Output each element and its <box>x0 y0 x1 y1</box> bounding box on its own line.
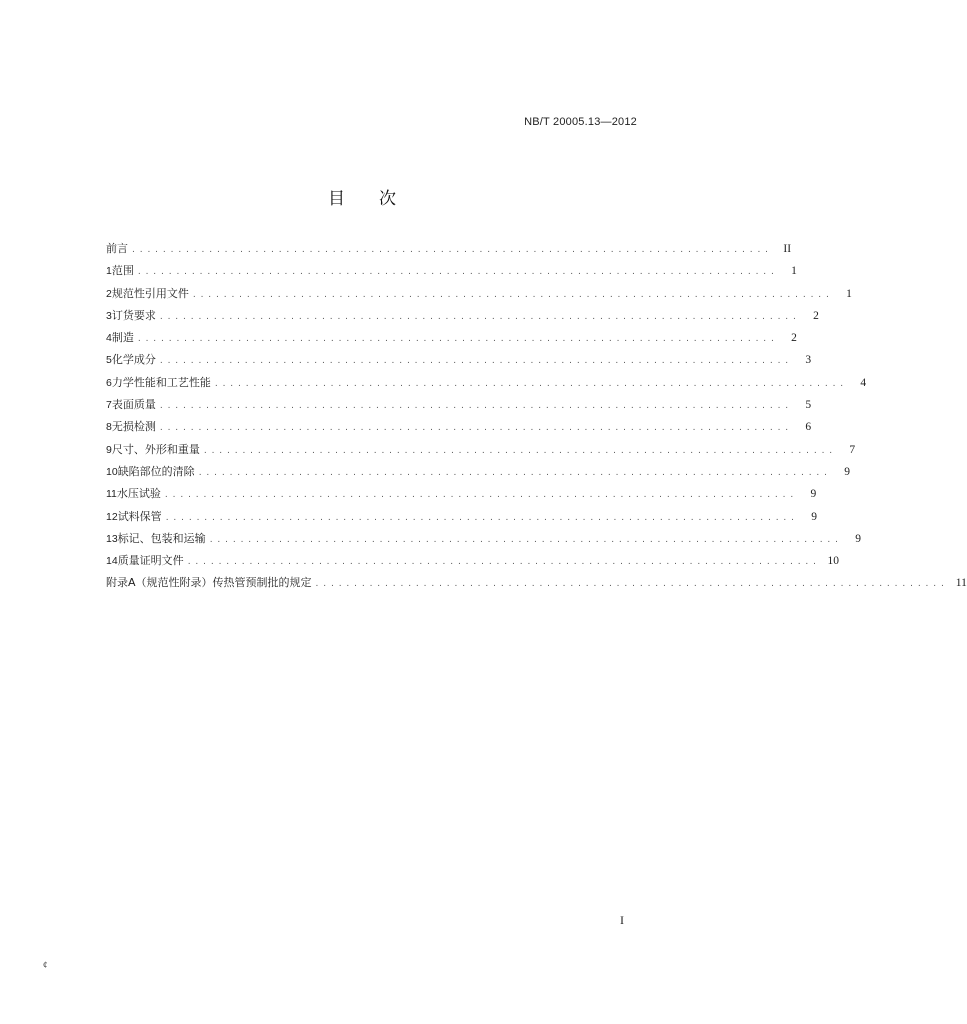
toc-item-page: 2 <box>791 332 797 345</box>
toc-item[interactable] <box>106 461 851 483</box>
toc-leader-dots: . . . . . . . . . . . . . . . . . . . . . . . . . . . . . . . . . . . . . . . . . . . . . . . . . . . . . . . . . . . . . . . . . . . . . . . . . . . . . . . . . . <box>165 512 796 523</box>
toc-item-number: 4 <box>106 332 112 345</box>
toc-item[interactable] <box>106 572 967 594</box>
toc-item-label: 质量证明文件 <box>117 554 184 568</box>
standard-code: NB/T 20005.13—2012 <box>524 116 637 128</box>
toc-item[interactable] <box>106 283 852 305</box>
toc-leader-dots: . . . . . . . . . . . . . . . . . . . . . . . . . . . . . . . . . . . . . . . . . . . . . . . . . . . . . . . . . . . . . . . . . . . . . . . . . . . . . . . . . . . <box>132 245 770 255</box>
toc-leader-dots: . . . . . . . . . . . . . . . . . . . . . . . . . . . . . . . . . . . . . . . . . . . . . . . . . . . . . . . . . . . . . . . . . . . . . . . . . . . . . . . . . . <box>159 401 790 412</box>
toc-item-number: 8 <box>106 421 112 434</box>
toc-item-number: 7 <box>106 399 112 412</box>
toc-item[interactable] <box>106 506 818 528</box>
toc-item-page: 1 <box>846 287 852 300</box>
toc-item-label: 化学成分 <box>111 353 156 367</box>
toc-leader-dots: . . . . . . . . . . . . . . . . . . . . . . . . . . . . . . . . . . . . . . . . . . . . . . . . . . . . . . . . . . . . . . . . . . . . . . . . . . . . . . . . . . <box>187 557 818 568</box>
corner-mark: ¢ <box>43 960 48 970</box>
toc-item-label: 前言 <box>106 242 128 255</box>
toc-leader-dots: . . . . . . . . . . . . . . . . . . . . . . . . . . . . . . . . . . . . . . . . . . . . . . . . . . . . . . . . . . . . . . . . . . . . . . . . . . . . . . . . . . <box>159 423 790 434</box>
toc-item-label: 水压试验 <box>116 487 161 501</box>
toc-leader-dots: . . . . . . . . . . . . . . . . . . . . . . . . . . . . . . . . . . . . . . . . . . . . . . . . . . . . . . . . . . . . . . . . . . . . . . . . . . . . . . . . . . <box>198 467 829 478</box>
toc-item-number: 6 <box>106 376 112 389</box>
toc-leader-dots: . . . . . . . . . . . . . . . . . . . . . . . . . . . . . . . . . . . . . . . . . . . . . . . . . . . . . . . . . . . . . . . . . . . . . . . . . . . . . . . . . . . <box>137 334 775 345</box>
toc-item[interactable] <box>106 238 792 260</box>
toc-item-page: 7 <box>849 443 856 456</box>
toc-item-label: 范围 <box>111 264 134 278</box>
toc-item-label: 制造 <box>111 331 134 345</box>
toc-item[interactable] <box>106 305 819 327</box>
toc-item-number: 2 <box>106 287 112 300</box>
toc-leader-dots: . . . . . . . . . . . . . . . . . . . . . . . . . . . . . . . . . . . . . . . . . . . . . . . . . . . . . . . . . . . . . . . . . . . . . . . . . . . . . . . . . . . <box>159 311 797 322</box>
toc-leader-dots: . . . . . . . . . . . . . . . . . . . . . . . . . . . . . . . . . . . . . . . . . . . . . . . . . . . . . . . . . . . . . . . . . . . . . . . . . . . . . . . . . . . <box>137 267 775 278</box>
toc-item-page: 11 <box>955 577 967 590</box>
toc-item-label: 订货要求 <box>111 308 156 322</box>
toc-item[interactable] <box>106 416 812 438</box>
toc-item-number: 12 <box>106 510 118 523</box>
toc-item-number: 10 <box>106 465 118 478</box>
toc-title: 目次 <box>328 189 430 209</box>
page-number: I <box>620 913 624 927</box>
toc-item-label: 规范性引用文件 <box>111 286 189 300</box>
toc-item-number: 3 <box>106 309 112 322</box>
toc-item[interactable] <box>106 372 867 394</box>
toc-item-number: 9 <box>106 443 112 456</box>
toc-item-page: 9 <box>811 510 818 523</box>
toc-leader-dots: . . . . . . . . . . . . . . . . . . . . . . . . . . . . . . . . . . . . . . . . . . . . . . . . . . . . . . . . . . . . . . . . . . . . . . . . . . . . . . . . . . . <box>192 289 830 300</box>
toc-item-number: 14 <box>106 555 118 568</box>
toc-item[interactable] <box>106 327 797 349</box>
toc-item-label: 表面质量 <box>111 398 156 412</box>
toc-item[interactable] <box>106 483 817 505</box>
toc-item-page: II <box>783 243 792 255</box>
toc-leader-dots: . . . . . . . . . . . . . . . . . . . . . . . . . . . . . . . . . . . . . . . . . . . . . . . . . . . . . . . . . . . . . . . . . . . . . . . . . . . . . . . . . . <box>203 445 834 456</box>
toc-item[interactable] <box>106 439 856 461</box>
toc-item-number: 1 <box>106 265 112 278</box>
toc-item-label: 附录A（规范性附录）传热管预制批的规定 <box>106 576 312 590</box>
table-of-contents <box>106 238 967 595</box>
toc-item-page: 9 <box>855 532 862 545</box>
toc-leader-dots: . . . . . . . . . . . . . . . . . . . . . . . . . . . . . . . . . . . . . . . . . . . . . . . . . . . . . . . . . . . . . . . . . . . . . . . . . . . . . . . . . . <box>209 534 840 545</box>
toc-item-number: 11 <box>106 488 117 501</box>
toc-leader-dots: . . . . . . . . . . . . . . . . . . . . . . . . . . . . . . . . . . . . . . . . . . . . . . . . . . . . . . . . . . . . . . . . . . . . . . . . . . . . . . . . . . <box>159 356 790 367</box>
toc-item-page: 1 <box>791 265 797 278</box>
toc-item-page: 3 <box>805 354 812 367</box>
toc-item-label: 标记、包装和运输 <box>117 531 206 545</box>
toc-item[interactable] <box>106 394 812 416</box>
toc-item-label: 试料保管 <box>117 509 162 523</box>
toc-item-page: 10 <box>827 555 840 568</box>
toc-item-page: 5 <box>805 399 812 412</box>
toc-item-number: 13 <box>106 532 118 545</box>
toc-item-page: 9 <box>810 488 817 501</box>
toc-leader-dots: . . . . . . . . . . . . . . . . . . . . . . . . . . . . . . . . . . . . . . . . . . . . . . . . . . . . . . . . . . . . . . . . . . . . . . . . . . . . . . . . . . <box>164 490 795 501</box>
toc-item-page: 9 <box>844 465 851 478</box>
toc-item[interactable] <box>106 550 840 572</box>
toc-item-page: 4 <box>860 376 867 389</box>
toc-item[interactable] <box>106 260 797 282</box>
toc-leader-dots: . . . . . . . . . . . . . . . . . . . . . . . . . . . . . . . . . . . . . . . . . . . . . . . . . . . . . . . . . . . . . . . . . . . . . . . . . . . . . . . . . . <box>315 579 945 590</box>
toc-item[interactable] <box>106 349 812 371</box>
toc-item-label: 缺陷部位的清除 <box>117 464 195 478</box>
toc-item-label: 力学性能和工艺性能 <box>111 375 211 389</box>
toc-item-page: 6 <box>805 421 812 434</box>
toc-item-page: 2 <box>813 309 819 322</box>
toc-item-label: 尺寸、外形和重量 <box>111 442 200 456</box>
toc-leader-dots: . . . . . . . . . . . . . . . . . . . . . . . . . . . . . . . . . . . . . . . . . . . . . . . . . . . . . . . . . . . . . . . . . . . . . . . . . . . . . . . . . . <box>214 378 845 389</box>
toc-item-label: 无损检测 <box>111 420 156 434</box>
toc-item-number: 5 <box>106 354 112 367</box>
toc-item[interactable] <box>106 528 862 550</box>
